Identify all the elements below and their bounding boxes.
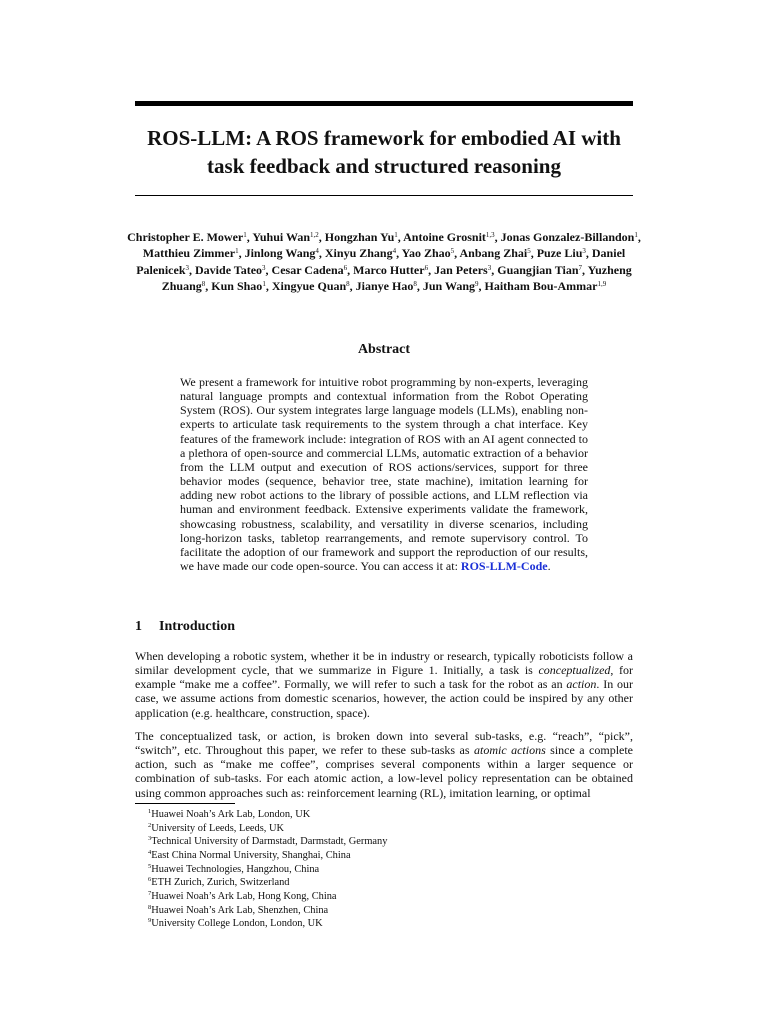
- footnote: [148, 808, 387, 822]
- section-heading: [135, 619, 235, 635]
- footnote: [148, 917, 387, 931]
- author-name: Anbang Zhai: [459, 246, 528, 261]
- footnote-number: 3: [148, 835, 152, 843]
- footnote: [148, 863, 387, 877]
- author-affiliation-mark: 6: [424, 263, 429, 272]
- footnote-text: Huawei Noah’s Ark Lab, Shenzhen, China: [151, 904, 329, 916]
- author-name: Christopher E. Mower: [127, 230, 244, 244]
- author-name: Yao Zhao: [401, 246, 451, 261]
- author-name: Puze Liu: [536, 246, 583, 261]
- author-affiliation-mark: 8: [346, 279, 350, 288]
- author-affiliation-mark: 8: [201, 279, 206, 288]
- footnote-text: Huawei Noah’s Ark Lab, London, UK: [151, 809, 311, 820]
- title-bottom-rule: [135, 195, 633, 196]
- footnote-number: 9: [148, 917, 152, 925]
- author-affiliation-mark: 1,2: [310, 231, 319, 239]
- footnote: [148, 904, 387, 918]
- title-line-1: ROS-LLM: A ROS framework for embodied AI with: [147, 126, 621, 150]
- abstract-text: We present a framework for intuitive robot programming by non-experts, leveraging natural language prompts and contextual information from the Robot Operating System (ROS). Our system integrates large language models (LLMs), enabling non-experts to articulate task requirements to the system through a chat interface. Key features of the framework include: integration of ROS with an AI agent connected to a plethora of open-source and commercial LLMs, automatic extraction of a behavior from the LLM output and execution of ROS actions/services, support for three behavior modes (sequence, behavior tree, state machine), imitation learning for adding new robot actions to the library of possible actions, and LLM reflection via human and environment feedback. Extensive experiments validate the framework, showcasing robustness, scalability, and versatility in diverse scenarios, including long-horizon tasks, tabletop rearrangements, and remote supervisory control. To facilitate the adoption of our framework and support the reproduction of our results, we have made our code open-source. You can access it at:: [180, 375, 588, 574]
- abstract-end: .: [547, 559, 551, 574]
- footnote-text: East China Normal University, Shanghai, China: [151, 849, 351, 861]
- author-name: Jan Peters: [434, 262, 488, 277]
- footnote-text: ETH Zurich, Zurich, Switzerland: [151, 877, 290, 889]
- author-name: Jianye Hao: [355, 278, 414, 293]
- footnote-number: 6: [148, 876, 152, 884]
- author-affiliation-mark: 5: [527, 247, 531, 256]
- author-affiliation-mark: 1: [394, 231, 398, 239]
- author-name: Marco Hutter: [353, 262, 425, 277]
- footnote: [148, 876, 387, 890]
- author-name: Xinyu Zhang: [324, 246, 393, 261]
- footnote-text: University of Leeds, Leeds, UK: [151, 822, 284, 834]
- author-affiliation-mark: 1: [262, 279, 266, 288]
- author-name: Jun Wang: [422, 278, 475, 293]
- footnote-text: University College London, London, UK: [151, 918, 323, 930]
- footnote-number: 7: [148, 889, 152, 897]
- abstract-body: [180, 375, 588, 573]
- footnote-list: [148, 808, 387, 931]
- author-list: Christopher E. Mower$^1$, Yuhui Wan$^{1,2}$, Hongzhan Yu$^1$, Antoine Grosnit$^{1,3}$, Jonas Gonzalez-Billandon$^1$, Matthieu Zimmer$^1$, Jinlong Wang$^4$, Xinyu Zhang$^4$, Yao Zhao$^5$, Anbang Zhai$^5$, Puze Liu$^3$, Daniel Palenicek$^3$, Davide Tateo$^3$, Cesar Cadena$^6$, Marco Hutter$^6$, Jan Peters$^3$, Guangjian Tian$^7$, Yuzheng Zhuang$^8$, Kun Shao$^1$, Xingyue Quan$^8$, Jianye Hao$^8$, Jun Wang$^9$, Haitham Bou-Ammar$^{1,9}$: [127, 230, 641, 293]
- footnote: [148, 890, 387, 904]
- emphasis-text: conceptualized: [538, 663, 611, 678]
- author-affiliation-mark: 1: [235, 247, 239, 256]
- author-name: Haitham Bou-Ammar: [484, 278, 598, 293]
- author-name: Kun Shao: [211, 278, 263, 293]
- author-name: Xingyue Quan: [271, 278, 347, 293]
- author-affiliation-mark: 3: [582, 247, 586, 256]
- title-top-rule: [135, 101, 633, 106]
- author-name: Davide Tateo: [195, 262, 263, 277]
- author-affiliation-mark: 1: [243, 231, 247, 239]
- author-name: Daniel Palenicek: [136, 246, 626, 277]
- body-text: The conceptualized task, or action, is broken down into several sub-tasks, e.g. “reach”, “pick”, “switch”, etc. Throughout this paper, we refer to these sub-tasks as: [135, 729, 633, 758]
- author-affiliation-mark: 7: [578, 263, 582, 272]
- author-affiliation-mark: 1,9: [597, 279, 607, 288]
- author-name: Matthieu Zimmer: [142, 246, 236, 261]
- body-text: since a complete action, such as “make me coffee”, comprises several components within a larger sequence or combination of sub-tasks. For each atomic action, a low-level policy representation can be obtained using common approaches such as: reinforcement learning (RL), imitation learning, or optimal: [135, 743, 634, 800]
- footnote-text: Technical University of Darmstadt, Darmstadt, Germany: [151, 836, 388, 848]
- author-affiliation-mark: 6: [343, 263, 348, 272]
- intro-paragraph-1: [135, 649, 633, 720]
- author-name: Guangjian Tian: [497, 262, 579, 277]
- author-affiliation-mark: 9: [475, 279, 479, 288]
- author-affiliation-mark: 5: [450, 247, 455, 256]
- section-number: 1: [135, 619, 142, 634]
- footnote-number: 5: [148, 862, 152, 870]
- footnote-number: 2: [148, 821, 152, 829]
- author-name: Hongzhan Yu: [324, 230, 395, 244]
- title-line-2: task feedback and structured reasoning: [207, 154, 561, 178]
- footnote-text: Huawei Noah’s Ark Lab, Hong Kong, China: [151, 890, 337, 902]
- author-name: Antoine Grosnit: [403, 230, 486, 244]
- footnote: [148, 849, 387, 863]
- footnote: [148, 822, 387, 836]
- author-affiliation-mark: 8: [413, 279, 417, 288]
- intro-paragraph-2: [135, 729, 633, 800]
- author-affiliation-mark: 4: [315, 247, 319, 256]
- footnote: [148, 835, 387, 849]
- author-name: Jinlong Wang: [244, 246, 316, 261]
- code-link[interactable]: ROS-LLM-Code: [460, 559, 548, 574]
- footnote-number: 1: [148, 808, 152, 815]
- section-title: Introduction: [159, 619, 235, 634]
- emphasis-text: atomic actions: [473, 743, 546, 758]
- author-name: Yuzheng Zhuang: [161, 262, 632, 293]
- emphasis-text: action: [566, 677, 597, 692]
- footnote-number: 8: [148, 903, 152, 911]
- author-affiliation-mark: 4: [392, 247, 397, 256]
- body-text: When developing a robotic system, whether it be in industry or research, typically roboticists follow a similar development cycle, that we summarize in Figure 1. Initially, a task is: [135, 649, 633, 678]
- footnote-number: 4: [148, 848, 152, 856]
- author-name: Cesar Cadena: [271, 262, 344, 277]
- author-name: Jonas Gonzalez-Billandon: [500, 230, 635, 244]
- author-affiliation-mark: 3: [185, 263, 190, 272]
- body-text: . In our case, we assume actions from domestic scenarios, however, the action could be inspired by any other application (e.g. healthcare, construction, space).: [135, 677, 633, 720]
- footnote-text: Huawei Technologies, Hangzhou, China: [151, 863, 320, 875]
- footnote-rule: [135, 803, 235, 804]
- author-affiliation-mark: 1: [634, 231, 638, 239]
- body-text: , for example “make me a coffee”. Formally, we will refer to such a task for the robot as an: [135, 663, 634, 692]
- author-affiliation-mark: 1,3: [485, 231, 495, 239]
- abstract-heading: Abstract: [357, 342, 411, 357]
- author-affiliation-mark: 3: [262, 263, 266, 272]
- paper-title: [135, 124, 633, 180]
- author-name: Yuhui Wan: [252, 230, 311, 244]
- author-affiliation-mark: 3: [487, 263, 492, 272]
